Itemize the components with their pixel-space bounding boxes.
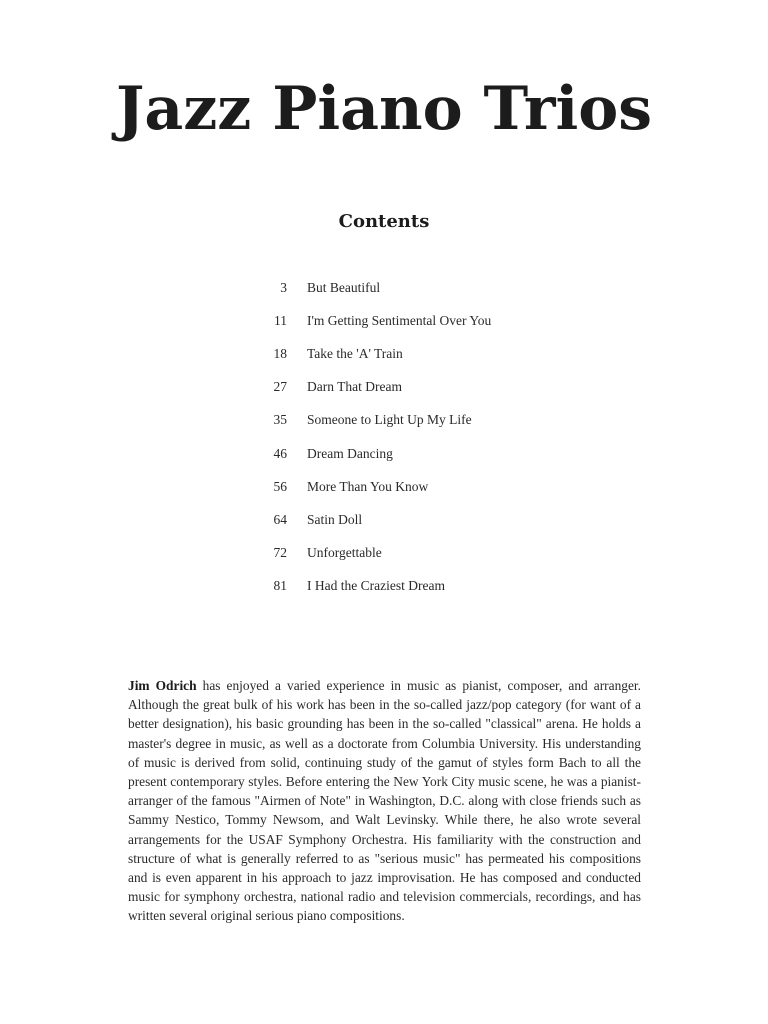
toc-entry	[250, 337, 550, 370]
author-bio-text: has enjoyed a varied experience in music as pianist, composer, and arranger. Although the great bulk of his work has been in the so-called jazz/pop category (for want of a better designation), his basic grounding has been in the so-called "classical" arena. He holds a master's degree in music, as well as a doctorate from Columbia University. His understanding of music is derived from solid, continuing study of the gamut of styles form Bach to all the present contemporary styles. Before entering the New York City music scene, he was a pianist-arranger of the famous "Airmen of Note" in Washington, D.C. along with close friends such as Sammy Nestico, Tommy Newsom, and Walt Levinsky. While there, he also wrote several arrangements for the USAF Symphony Orchestra. His familiarity with the construction and structure of what is generally referred to as "serious music" has permeated his compositions and is even apparent in his approach to jazz improvisation. He has composed and conducted music for symphony orchestra, national radio and television commercials, recordings, and has written several original serious piano compositions.	[128, 678, 641, 924]
author-name: Jim Odrich	[128, 678, 197, 693]
toc-page-number: 35	[273, 412, 287, 428]
toc-entry	[250, 470, 550, 503]
toc-page-number: 64	[273, 511, 287, 527]
toc-song-title: But Beautiful	[307, 279, 381, 295]
toc-song-title: More Than You Know	[307, 478, 429, 494]
toc-entry	[250, 271, 550, 304]
toc-song-title: Unforgettable	[307, 545, 382, 561]
author-bio	[128, 676, 641, 926]
toc-song-title: I Had the Craziest Dream	[307, 578, 445, 594]
toc-song-title: Take the 'A' Train	[307, 345, 403, 361]
toc-entry	[250, 304, 550, 337]
toc-entry	[250, 371, 550, 404]
toc-song-title: Darn That Dream	[307, 379, 402, 395]
table-of-contents	[250, 271, 550, 603]
toc-page-number: 81	[273, 578, 287, 594]
toc-entry	[250, 570, 550, 603]
toc-page-number: 46	[273, 445, 287, 461]
toc-song-title: Satin Doll	[307, 511, 363, 527]
page-title: Jazz Piano Trios	[115, 74, 653, 144]
toc-page-number: 56	[273, 478, 287, 494]
toc-entry	[250, 437, 550, 470]
toc-song-title: Someone to Light Up My Life	[307, 412, 472, 428]
toc-entry	[250, 537, 550, 570]
toc-song-title: I'm Getting Sentimental Over You	[307, 312, 492, 328]
toc-page-number: 72	[273, 545, 287, 561]
toc-entry	[250, 404, 550, 437]
toc-page-number: 18	[273, 345, 287, 361]
toc-song-title: Dream Dancing	[307, 445, 393, 461]
contents-heading: Contents	[338, 211, 430, 232]
toc-page-number: 3	[280, 279, 287, 295]
toc-entry	[250, 503, 550, 536]
toc-page-number: 27	[273, 379, 287, 395]
toc-page-number: 11	[274, 312, 287, 328]
